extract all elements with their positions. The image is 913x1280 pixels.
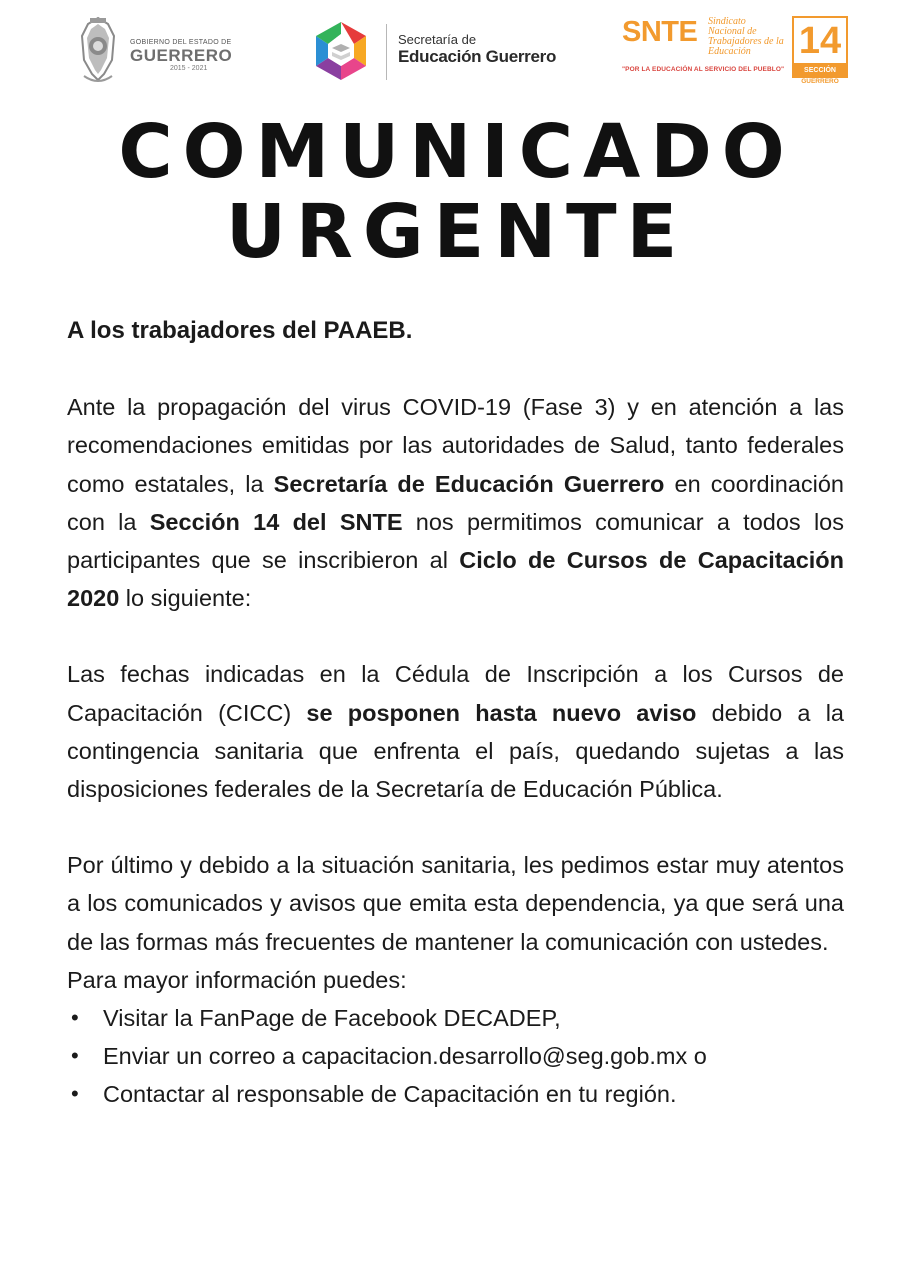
title-line-1: COMUNICADO (118, 109, 795, 195)
header-logos (0, 0, 913, 100)
p1-text: Ante la propagación del virus COVID-19 (Fase 3) y en atención a las recomendaciones emitidas por las autoridades de Salud, tanto federales como estatales, la (67, 394, 844, 497)
gobierno-guerrero-logo (74, 14, 244, 86)
guerrero-seal-icon (74, 14, 122, 86)
logo-divider (386, 24, 387, 80)
paragraph-3: Por último y debido a la situación sanitaria, les pedimos estar muy atentos a los comunicados y avisos que emita esta dependencia, ya que será una de las formas más frecuentes de mantener la comunicación con ustedes. (67, 852, 844, 955)
paragraph-2 (67, 655, 844, 808)
bullet-icon: • (71, 1081, 79, 1107)
snte-seccion-14-logo (622, 14, 854, 88)
snte-desc-line: Sindicato (708, 16, 746, 27)
list-item (67, 1037, 844, 1075)
bullet-icon: • (71, 1005, 79, 1031)
list-item-text: Enviar un correo a capacitacion.desarrollo@seg.gob.mx o (103, 1043, 707, 1070)
gobierno-line: GOBIERNO DEL ESTADO DE (130, 39, 232, 46)
contact-list (67, 999, 844, 1114)
seccion-label: SECCIÓN (794, 63, 846, 78)
seccion-badge (792, 16, 848, 78)
snte-desc-line: Educación (708, 46, 751, 57)
p1-bold: Sección 14 del SNTE (149, 508, 403, 535)
p1-bold: Secretaría de Educación Guerrero (273, 470, 665, 497)
list-item (67, 999, 844, 1037)
snte-desc-line: Nacional de (708, 26, 757, 37)
page-title (0, 109, 913, 275)
title-line-2: URGENTE (225, 189, 688, 275)
list-item-text: Visitar la FanPage de Facebook DECADEP, (103, 1005, 561, 1032)
snte-desc-line: Trabajadores de la (708, 36, 784, 47)
gobierno-years: 2015 - 2021 (170, 65, 208, 72)
p2-text: debido a la contingencia sanitaria que enfrenta el país, quedando sujetas a las disposiciones federales de la Secretaría de Educación Pública. (67, 699, 844, 803)
list-item (67, 1075, 844, 1113)
p2-text: Las fechas indicadas en la Cédula de Inscripción a los Cursos de Capacitación (CICC) (67, 661, 844, 726)
secretaria-educacion-logo (308, 18, 588, 84)
secretaria-line2: Educación Guerrero (398, 47, 557, 66)
seccion-state: GUERRERO (801, 78, 839, 85)
list-item-text: Contactar al responsable de Capacitación en tu región. (103, 1081, 677, 1108)
seg-emblem-icon (308, 18, 374, 84)
secretaria-line1: Secretaría de (398, 32, 477, 47)
snte-acronym: SNTE (622, 16, 698, 48)
snte-slogan: "POR LA EDUCACIÓN AL SERVICIO DEL PUEBLO" (622, 66, 785, 73)
p1-bold: Ciclo de Cursos de Capacitación 2020 (67, 547, 844, 612)
greeting: A los trabajadores del PAAEB. (67, 317, 413, 344)
p2-bold: se posponen hasta nuevo aviso (306, 699, 697, 726)
paragraph-1 (67, 388, 844, 617)
gobierno-name: GUERRERO (130, 46, 233, 65)
p1-text: lo siguiente: (119, 585, 252, 612)
p1-text: en coordinación con la (67, 470, 845, 535)
snte-description (708, 17, 798, 57)
p1-text: nos permitimos comunicar a todos los participantes que se inscribieron al (67, 508, 844, 574)
paragraph-4: Para mayor información puedes: (67, 966, 407, 993)
communique-body (67, 312, 844, 1114)
bullet-icon: • (71, 1043, 79, 1069)
seccion-number: 14 (798, 20, 842, 62)
